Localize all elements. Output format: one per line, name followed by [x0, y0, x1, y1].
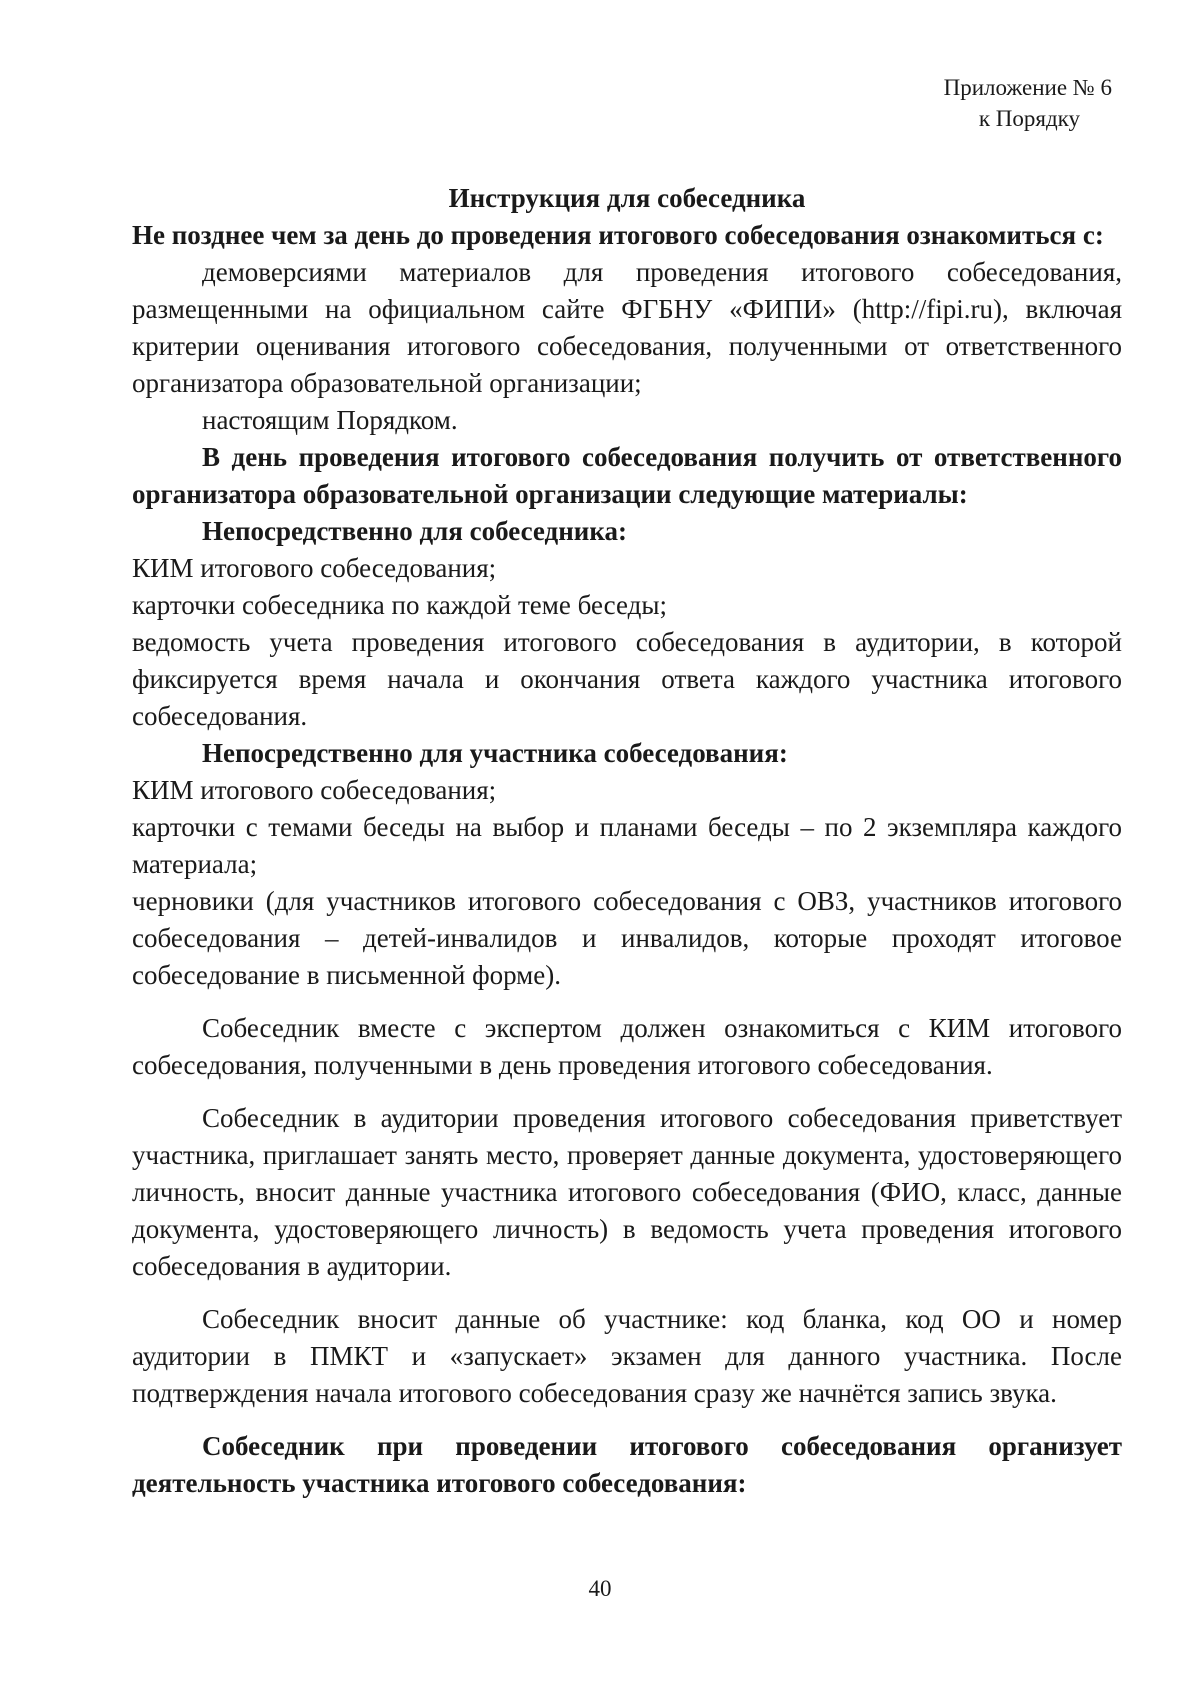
list-item: карточки с темами беседы на выбор и планами беседы – по 2 экземпляра каждого материала; — [132, 812, 1122, 879]
appendix-number: Приложение № 6 — [943, 75, 1112, 100]
page-number: 40 — [588, 1576, 612, 1601]
document-body — [132, 180, 1122, 1502]
subheading-for-participant: Непосредственно для участника собеседования: — [202, 738, 788, 768]
heading-during-interview: Собеседник при проведении итогового собеседования организует деятельность участника итогового собеседования: — [132, 1431, 1122, 1498]
subheading-for-interlocutor: Непосредственно для собеседника: — [202, 516, 627, 546]
appendix-label — [812, 72, 1112, 134]
heading-before-day: Не позднее чем за день до проведения итогового собеседования ознакомиться с: — [132, 220, 1104, 250]
list-item: карточки собеседника по каждой теме беседы; — [132, 590, 667, 620]
list-item: КИМ итогового собеседования; — [132, 775, 497, 805]
paragraph: Собеседник вместе с экспертом должен ознакомиться с КИМ итогового собеседования, полученными в день проведения итогового собеседования. — [132, 1013, 1122, 1080]
appendix-reference: к Порядку — [978, 106, 1080, 131]
document-title: Инструкция для собеседника — [448, 183, 806, 213]
heading-on-day: В день проведения итогового собеседования получить от ответственного организатора образовательной организации следующие материалы: — [132, 442, 1122, 509]
paragraph: настоящим Порядком. — [202, 405, 458, 435]
paragraph: демоверсиями материалов для проведения итогового собеседования, размещенными на официальном сайте ФГБНУ «ФИПИ» (http://fipi.ru), включая критерии оценивания итогового собеседования, полученными от ответственного организатора образовательной организации; — [132, 257, 1122, 398]
list-item: черновики (для участников итогового собеседования с ОВЗ, участников итогового собеседования – детей-инвалидов и инвалидов, которые проходят итоговое собеседование в письменной форме). — [132, 886, 1122, 990]
paragraph: Собеседник в аудитории проведения итогового собеседования приветствует участника, приглашает занять место, проверяет данные документа, удостоверяющего личность, вносит данные участника итогового собеседования (ФИО, класс, данные документа, удостоверяющего личность) в ведомость учета проведения итогового собеседования в аудитории. — [132, 1103, 1122, 1281]
list-item: КИМ итогового собеседования; — [132, 553, 497, 583]
paragraph: Собеседник вносит данные об участнике: код бланка, код ОО и номер аудитории в ПМКТ и «запускает» экзамен для данного участника. После подтверждения начала итогового собеседования сразу же начнётся запись звука. — [132, 1304, 1122, 1408]
list-item: ведомость учета проведения итогового собеседования в аудитории, в которой фиксируется время начала и окончания ответа каждого участника итогового собеседования. — [132, 627, 1122, 731]
